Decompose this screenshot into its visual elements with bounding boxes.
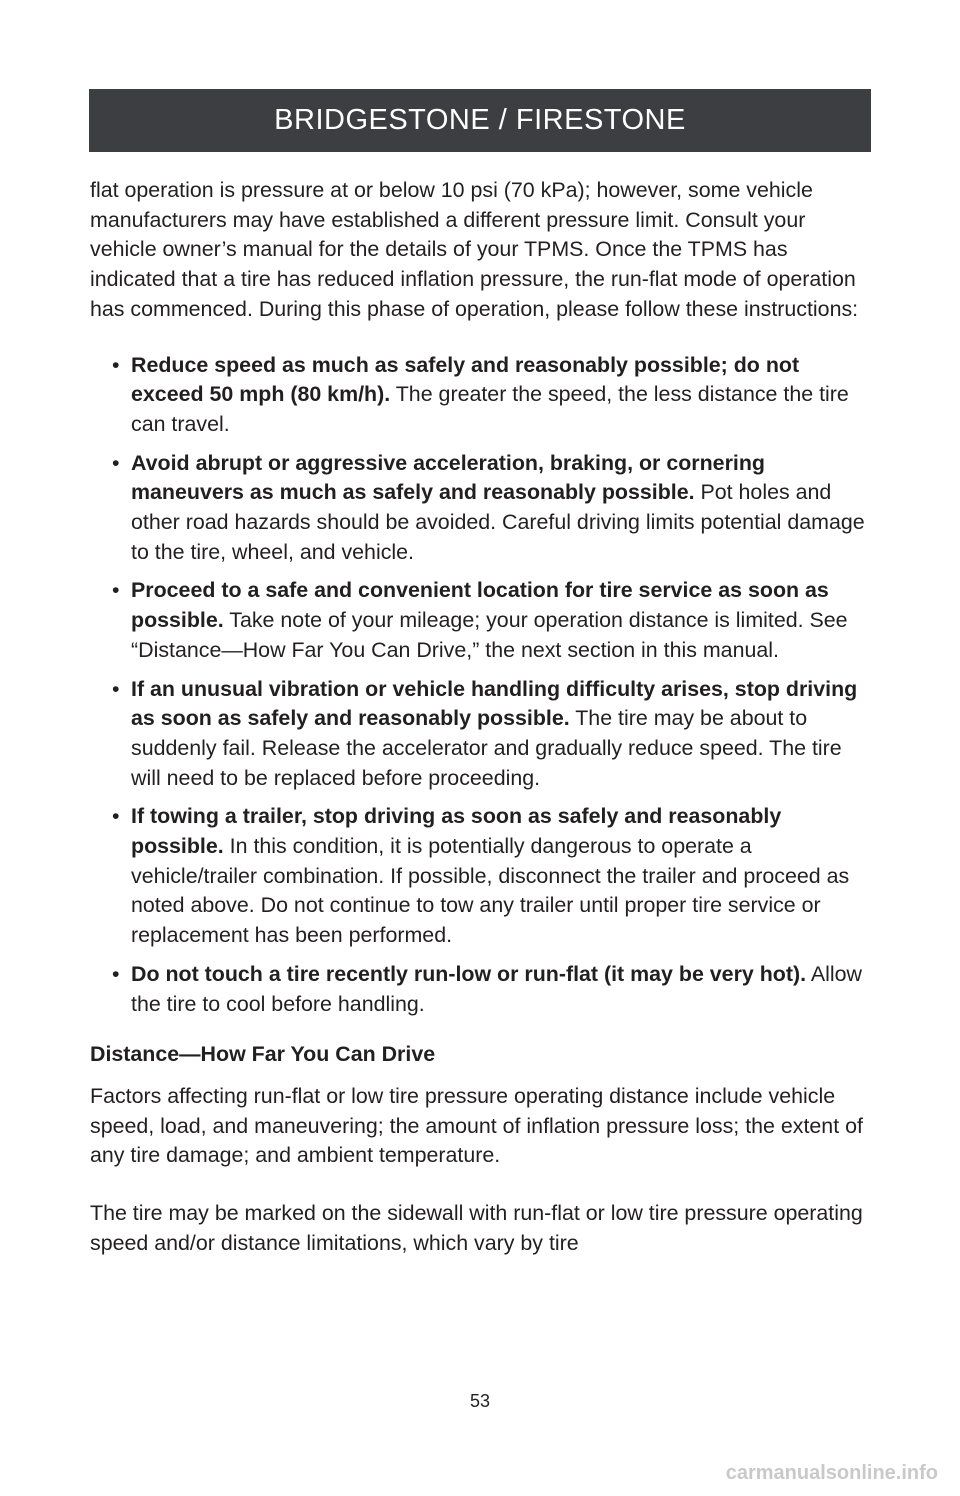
bullet-icon: •: [112, 578, 120, 603]
page-content: [90, 176, 872, 1259]
bullet-icon: •: [112, 804, 120, 829]
bullet-icon: •: [112, 450, 120, 475]
section-heading: Distance—How Far You Can Drive: [90, 1042, 436, 1067]
list-item: [90, 675, 872, 794]
list-item: [90, 351, 872, 440]
list-item: [90, 576, 872, 665]
bullet-text: The tire may be about to suddenly fail. Release the accelerator and gradually reduce speed. The tire will need to be replaced before proceeding.: [131, 706, 842, 790]
header-title: BRIDGESTONE / FIRESTONE: [274, 104, 686, 136]
list-item: [90, 449, 872, 568]
bullet-text: Take note of your mileage; your operation distance is limited. See “Distance—How Far You Can Drive,” the next section in this manual.: [131, 608, 848, 662]
bullet-bold-text: Avoid abrupt or aggressive acceleration, braking, or cornering maneuvers as much as safely and reasonably possible.: [131, 450, 765, 505]
bullet-text: In this condition, it is potentially dangerous to operate a vehicle/trailer combination. If possible, disconnect the trailer and proceed as noted above. Do not continue to tow any trailer until proper tire service or replacement has been performed.: [131, 834, 850, 948]
body-paragraph: The tire may be marked on the sidewall with run-flat or low tire pressure operating speed and/or distance limitations, which vary by tire: [90, 1201, 863, 1255]
bullet-bold-text: If an unusual vibration or vehicle handling difficulty arises, stop driving as soon as safely and reasonably possible.: [131, 676, 858, 731]
bullet-bold-text: Do not touch a tire recently run-low or run-flat (it may be very hot).: [131, 961, 807, 986]
bullet-bold-text: Reduce speed as much as safely and reasonably possible; do not exceed 50 mph (80 km/h).: [131, 352, 800, 407]
watermark: carmanualsonline.info: [725, 1462, 938, 1484]
bullet-text: The greater the speed, the less distance the tire can travel.: [131, 382, 849, 436]
list-item: [90, 802, 872, 951]
bullet-icon: •: [112, 352, 120, 377]
bullet-icon: •: [112, 961, 120, 986]
bullet-bold-text: Proceed to a safe and convenient location for tire service as soon as possible.: [131, 578, 829, 633]
page-header: [89, 89, 871, 152]
bullet-bold-text: If towing a trailer, stop driving as soon as safely and reasonably possible.: [131, 804, 782, 859]
body-paragraph: Factors affecting run-flat or low tire pressure operating distance include vehicle speed, load, and maneuvering; the amount of inflation pressure loss; the extent of any tire damage; and ambient temperature.: [90, 1083, 863, 1168]
list-item: [90, 960, 872, 1019]
intro-paragraph: flat operation is pressure at or below 10 psi (70 kPa); however, some vehicle manufacturers may have established a different pressure limit. Consult your vehicle owner’s manual for the details of your TPMS. Once the TPMS has indicated that a tire has reduced inflation pressure, the run-flat mode of operation has commenced. During this phase of operation, please follow these instructions:: [90, 178, 859, 321]
page-number: 53: [469, 1391, 491, 1411]
bullet-icon: •: [112, 676, 120, 701]
instruction-list: [90, 351, 872, 1020]
bullet-text: Allow the tire to cool before handling.: [131, 961, 862, 1016]
bullet-text: Pot holes and other road hazards should be avoided. Careful driving limits potential damage to the tire, wheel, and vehicle.: [131, 480, 865, 564]
